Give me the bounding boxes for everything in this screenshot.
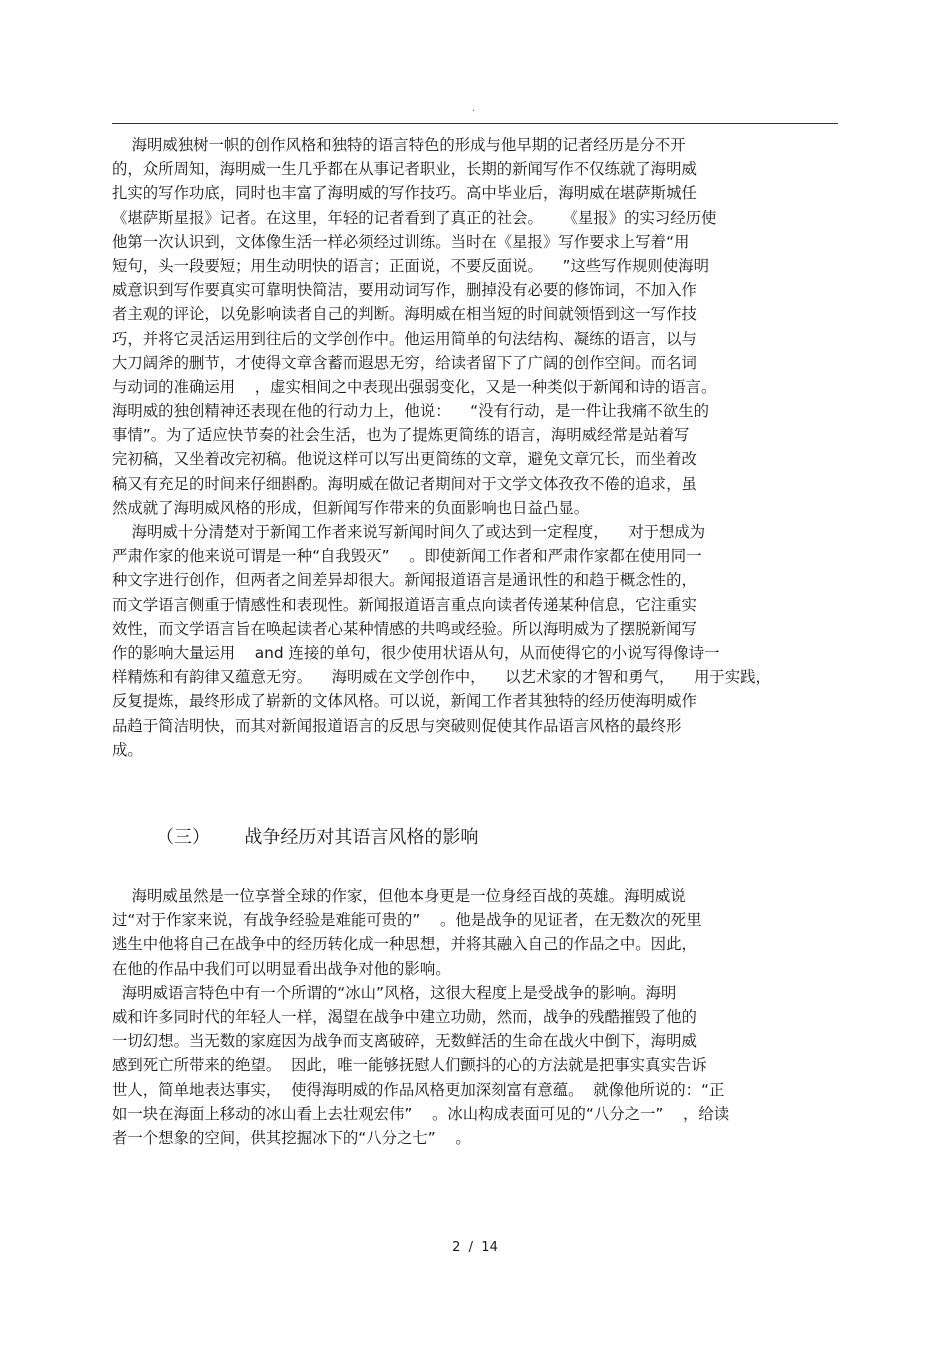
text-line: 然成就了海明威风格的形成，但新闻写作带来的负面影响也日益凸显。 (112, 498, 590, 517)
text-line: 作的影响大量运用 and 连接的单句，很少使用状语从句，从而使得它的小说写得像诗一 (112, 643, 720, 662)
body-text-section-2 (112, 884, 840, 1150)
text-line: 完初稿，又坐着改完初稿。他说这样可以写出更简练的文章，避免文章冗长，而坐着改 (112, 450, 697, 469)
text-line: 感到死亡所带来的绝望。 因此，唯一能够抚慰人们颤抖的心的方法就是把事实真实告诉 (112, 1056, 707, 1075)
text-line: 短句，头一段要短；用生动明快的语言；正面说，不要反面说。 ”这些写作规则使海明 (112, 256, 709, 275)
text-line: 者主观的评论，以免影响读者自己的判断。海明威在相当短的时间就领悟到这一写作技 (112, 305, 697, 324)
section-heading: （三） 战争经历对其语言风格的影响 (156, 827, 479, 848)
text-line: 效性，而文学语言旨在唤起读者心某种情感的共鸣或经验。所以海明威为了摆脱新闻写 (112, 619, 697, 638)
text-line: 他第一次认识到，文体像生活一样必须经过训练。当时在《星报》写作要求上写着“用 (112, 232, 690, 251)
text-line: 扎实的写作功底，同时也丰富了海明威的写作技巧。高中毕业后，海明威在堪萨斯城任 (112, 184, 697, 203)
text-line: 者一个想象的空间，供其挖掘冰下的“八分之七” 。 (112, 1128, 471, 1147)
text-line: 如一块在海面上移动的冰山看上去壮观宏伟” 。冰山构成表面可见的“八分之一” ，给读 (112, 1104, 730, 1123)
text-line: 严肃作家的他来说可谓是一种“自我毁灭” 。即使新闻工作者和严肃作家都在使用同一 (112, 547, 702, 566)
text-line: 稿又有充足的时间来仔细斟酌。海明威在做记者期间对于文学文体孜孜不倦的追求，虽 (112, 474, 697, 493)
text-line: 品趋于简洁明快，而其对新闻报道语言的反思与突破则促使其作品语言风格的最终形 (112, 716, 682, 735)
body-text-section-1 (112, 133, 840, 762)
text-line: 《堪萨斯星报》记者。在这里，年轻的记者看到了真正的社会。 《星报》的实习经历使 (112, 208, 717, 227)
text-line: 海明威虽然是一位享誉全球的作家，但他本身更是一位身经百战的英雄。海明威说 (112, 887, 686, 905)
text-line: 与动词的准确运用 ，虚实相间之中表现出强弱变化，又是一种类似于新闻和诗的语言。 (112, 377, 717, 396)
header-rule (112, 123, 838, 124)
text-line: 反复提炼，最终形成了崭新的文体风格。可以说，新闻工作者其独特的经历使海明威作 (112, 692, 697, 711)
text-line: 一切幻想。当无数的家庭因为战争而支离破碎，无数鲜活的生命在战火中倒下，海明威 (112, 1032, 697, 1051)
header-mark: · (472, 106, 476, 117)
text-line: 海明威的独创精神还表现在他的行动力上，他说： “没有行动，是一件让我痛不欲生的 (112, 402, 709, 421)
text-line: 威和许多同时代的年轻人一样，渴望在战争中建立功勋，然而，战争的残酷摧毁了他的 (112, 1007, 697, 1026)
text-line: 而文学语言侧重于情感性和表现性。新闻报道语言重点向读者传递某种信息，它注重实 (112, 595, 697, 614)
page-number: 2 / 14 (452, 1240, 498, 1255)
text-line: 海明威十分清楚对于新闻工作者来说写新闻时间久了或达到一定程度， 对于想成为 (112, 523, 706, 541)
text-line: 样精炼和有韵律又蕴意无穷。 海明威在文学创作中， 以艺术家的才智和勇气， 用于实践， (112, 668, 771, 687)
text-line: 海明威语言特色中有一个所谓的“冰山”风格，这很大程度上是受战争的影响。海明 (112, 983, 677, 1002)
text-line: 巧，并将它灵活运用到往后的文学创作中。他运用简单的句法结构、凝练的语言，以与 (112, 329, 697, 348)
text-line: 过“对于作家来说，有战争经验是难能可贵的” 。他是战争的见证者，在无数次的死里 (112, 911, 702, 930)
text-line: 逃生中他将自己在战争中的经历转化成一种思想，并将其融入自己的作品之中。因此， (112, 935, 697, 954)
text-line: 在他的作品中我们可以明显看出战争对他的影响。 (112, 959, 451, 978)
text-line: 种文字进行创作，但两者之间差异却很大。新闻报道语言是通讯性的和趋于概念性的， (112, 571, 697, 590)
text-line: 事情”。为了适应快节奏的社会生活，也为了提炼更简练的语言，海明威经常是站着写 (112, 426, 690, 445)
text-line: 成。 (112, 740, 143, 759)
text-line: 海明威独树一帜的创作风格和独特的语言特色的形成与他早期的记者经历是分不开 (112, 136, 686, 154)
text-line: 的，众所周知，海明威一生几乎都在从事记者职业，长期的新闻写作不仅练就了海明威 (112, 160, 697, 179)
text-line: 世人，简单地表达事实， 使得海明威的作品风格更加深刻富有意蕴。 就像他所说的：“正 (112, 1080, 725, 1099)
text-line: 威意识到写作要真实可靠明快简洁，要用动词写作，删掉没有必要的修饰词，不加入作 (112, 281, 697, 300)
text-line: 大刀阔斧的删节，才使得文章含蓄而遐思无穷，给读者留下了广阔的创作空间。而名词 (112, 353, 697, 372)
